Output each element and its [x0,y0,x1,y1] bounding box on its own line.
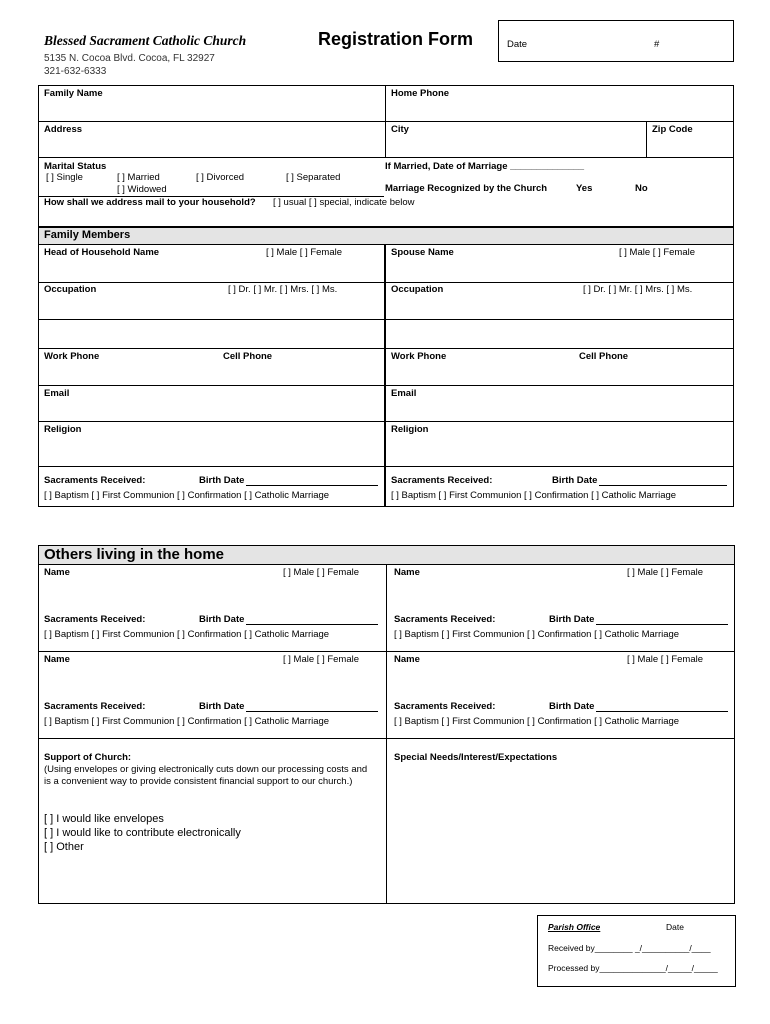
zip-code-field[interactable]: Zip Code [652,124,693,135]
head-birth-date-field[interactable] [246,475,378,486]
other3-birth-date-label: Birth Date [199,701,245,712]
head-email[interactable]: Email [44,388,70,399]
other2-gender[interactable]: [ ] Male [ ] Female [627,567,704,578]
other1-birth-date-field[interactable] [246,614,378,625]
spouse-sacraments-label: Sacraments Received: [391,475,493,486]
spouse-title[interactable]: [ ] Dr. [ ] Mr. [ ] Mrs. [ ] Ms. [583,284,693,295]
number-label: # [654,39,660,50]
head-occupation[interactable]: Occupation [44,284,97,295]
other1-name[interactable]: Name [44,567,70,578]
other2-birth-date-label: Birth Date [549,614,595,625]
spouse-sacrament-options[interactable]: [ ] Baptism [ ] First Communion [ ] Confirmation [ ] Catholic Marriage [391,490,677,501]
head-of-household-name[interactable]: Head of Household Name [44,247,160,258]
other4-gender[interactable]: [ ] Male [ ] Female [627,654,704,665]
family-members-title: Family Members [44,229,131,241]
widowed-checkbox[interactable]: [ ] Widowed [117,184,167,195]
other2-birth-date-field[interactable] [596,614,728,625]
other1-gender[interactable]: [ ] Male [ ] Female [283,567,360,578]
divorced-checkbox[interactable]: [ ] Divorced [196,172,245,183]
home-phone-field[interactable]: Home Phone [391,88,450,99]
head-title[interactable]: [ ] Dr. [ ] Mr. [ ] Mrs. [ ] Ms. [228,284,338,295]
marriage-date-field[interactable]: If Married, Date of Marriage ______________ [385,161,585,172]
head-cell-phone[interactable]: Cell Phone [223,351,273,362]
head-gender[interactable]: [ ] Male [ ] Female [266,247,343,258]
other2-sacraments-label: Sacraments Received: [394,614,496,625]
received-by-field[interactable]: Received by________ _/__________/____ [548,943,711,953]
city-field[interactable]: City [391,124,409,135]
date-box [498,20,734,62]
head-sacraments-label: Sacraments Received: [44,475,146,486]
processed-by-field[interactable]: Processed by______________/_____/_____ [548,963,718,973]
other3-sacraments-label: Sacraments Received: [44,701,146,712]
electronic-checkbox[interactable]: [ ] I would like to contribute electronically [44,827,241,839]
phone-number: 321-632-6333 [44,66,107,77]
other3-name[interactable]: Name [44,654,70,665]
mail-options[interactable]: [ ] usual [ ] special, indicate below [273,197,415,208]
head-sacrament-options[interactable]: [ ] Baptism [ ] First Communion [ ] Confirmation [ ] Catholic Marriage [44,490,330,501]
spouse-occupation[interactable]: Occupation [391,284,444,295]
mail-question: How shall we address mail to your household? [44,197,256,208]
marital-status-label: Marital Status [44,161,107,172]
other3-birth-date-field[interactable] [246,701,378,712]
spouse-birth-date-field[interactable] [599,475,727,486]
married-checkbox[interactable]: [ ] Married [117,172,160,183]
spouse-religion[interactable]: Religion [391,424,429,435]
other2-sacrament-options[interactable]: [ ] Baptism [ ] First Communion [ ] Confirmation [ ] Catholic Marriage [394,629,680,640]
single-checkbox[interactable]: [ ] Single [46,172,83,183]
other-checkbox[interactable]: [ ] Other [44,841,84,853]
church-name: Blessed Sacrament Catholic Church [44,33,247,48]
spouse-cell-phone[interactable]: Cell Phone [579,351,629,362]
envelopes-checkbox[interactable]: [ ] I would like envelopes [44,813,164,825]
spouse-work-phone[interactable]: Work Phone [391,351,447,362]
church-address [44,52,215,78]
other3-gender[interactable]: [ ] Male [ ] Female [283,654,360,665]
support-title: Support of Church: [44,752,132,763]
form-title: Registration Form [318,29,474,49]
others-title: Others living in the home [44,546,225,563]
date-label: Date [507,39,528,50]
head-work-phone[interactable]: Work Phone [44,351,100,362]
recognized-yes[interactable]: Yes [576,183,593,194]
address-line: 5135 N. Cocoa Blvd. Cocoa, FL 32927 [44,53,215,64]
parish-office-title: Parish Office [548,922,601,932]
separated-checkbox[interactable]: [ ] Separated [286,172,341,183]
other4-name[interactable]: Name [394,654,420,665]
parish-office-date: Date [666,922,684,932]
other4-sacraments-label: Sacraments Received: [394,701,496,712]
spouse-birth-date-label: Birth Date [552,475,598,486]
parish-office-box [537,915,736,987]
other1-sacraments-label: Sacraments Received: [44,614,146,625]
spouse-email[interactable]: Email [391,388,417,399]
support-text: (Using envelopes or giving electronically cuts down our processing costs and is a convenient way to provide consistent financial support to our church.) [44,764,368,787]
family-name-field[interactable]: Family Name [44,88,103,99]
head-birth-date-label: Birth Date [199,475,245,486]
other1-birth-date-label: Birth Date [199,614,245,625]
other1-sacrament-options[interactable]: [ ] Baptism [ ] First Communion [ ] Confirmation [ ] Catholic Marriage [44,629,330,640]
family-members-box [38,227,734,507]
spouse-gender[interactable]: [ ] Male [ ] Female [619,247,696,258]
other2-name[interactable]: Name [394,567,420,578]
address-field[interactable]: Address [44,124,83,135]
recognized-no[interactable]: No [635,183,648,194]
marriage-recognized-label: Marriage Recognized by the Church [385,183,548,194]
other3-sacrament-options[interactable]: [ ] Baptism [ ] First Communion [ ] Confirmation [ ] Catholic Marriage [44,716,330,727]
spouse-name[interactable]: Spouse Name [391,247,454,258]
head-religion[interactable]: Religion [44,424,82,435]
special-needs-field[interactable]: Special Needs/Interest/Expectations [394,752,558,763]
other4-birth-date-label: Birth Date [549,701,595,712]
other4-sacrament-options[interactable]: [ ] Baptism [ ] First Communion [ ] Confirmation [ ] Catholic Marriage [394,716,680,727]
other4-birth-date-field[interactable] [596,701,728,712]
